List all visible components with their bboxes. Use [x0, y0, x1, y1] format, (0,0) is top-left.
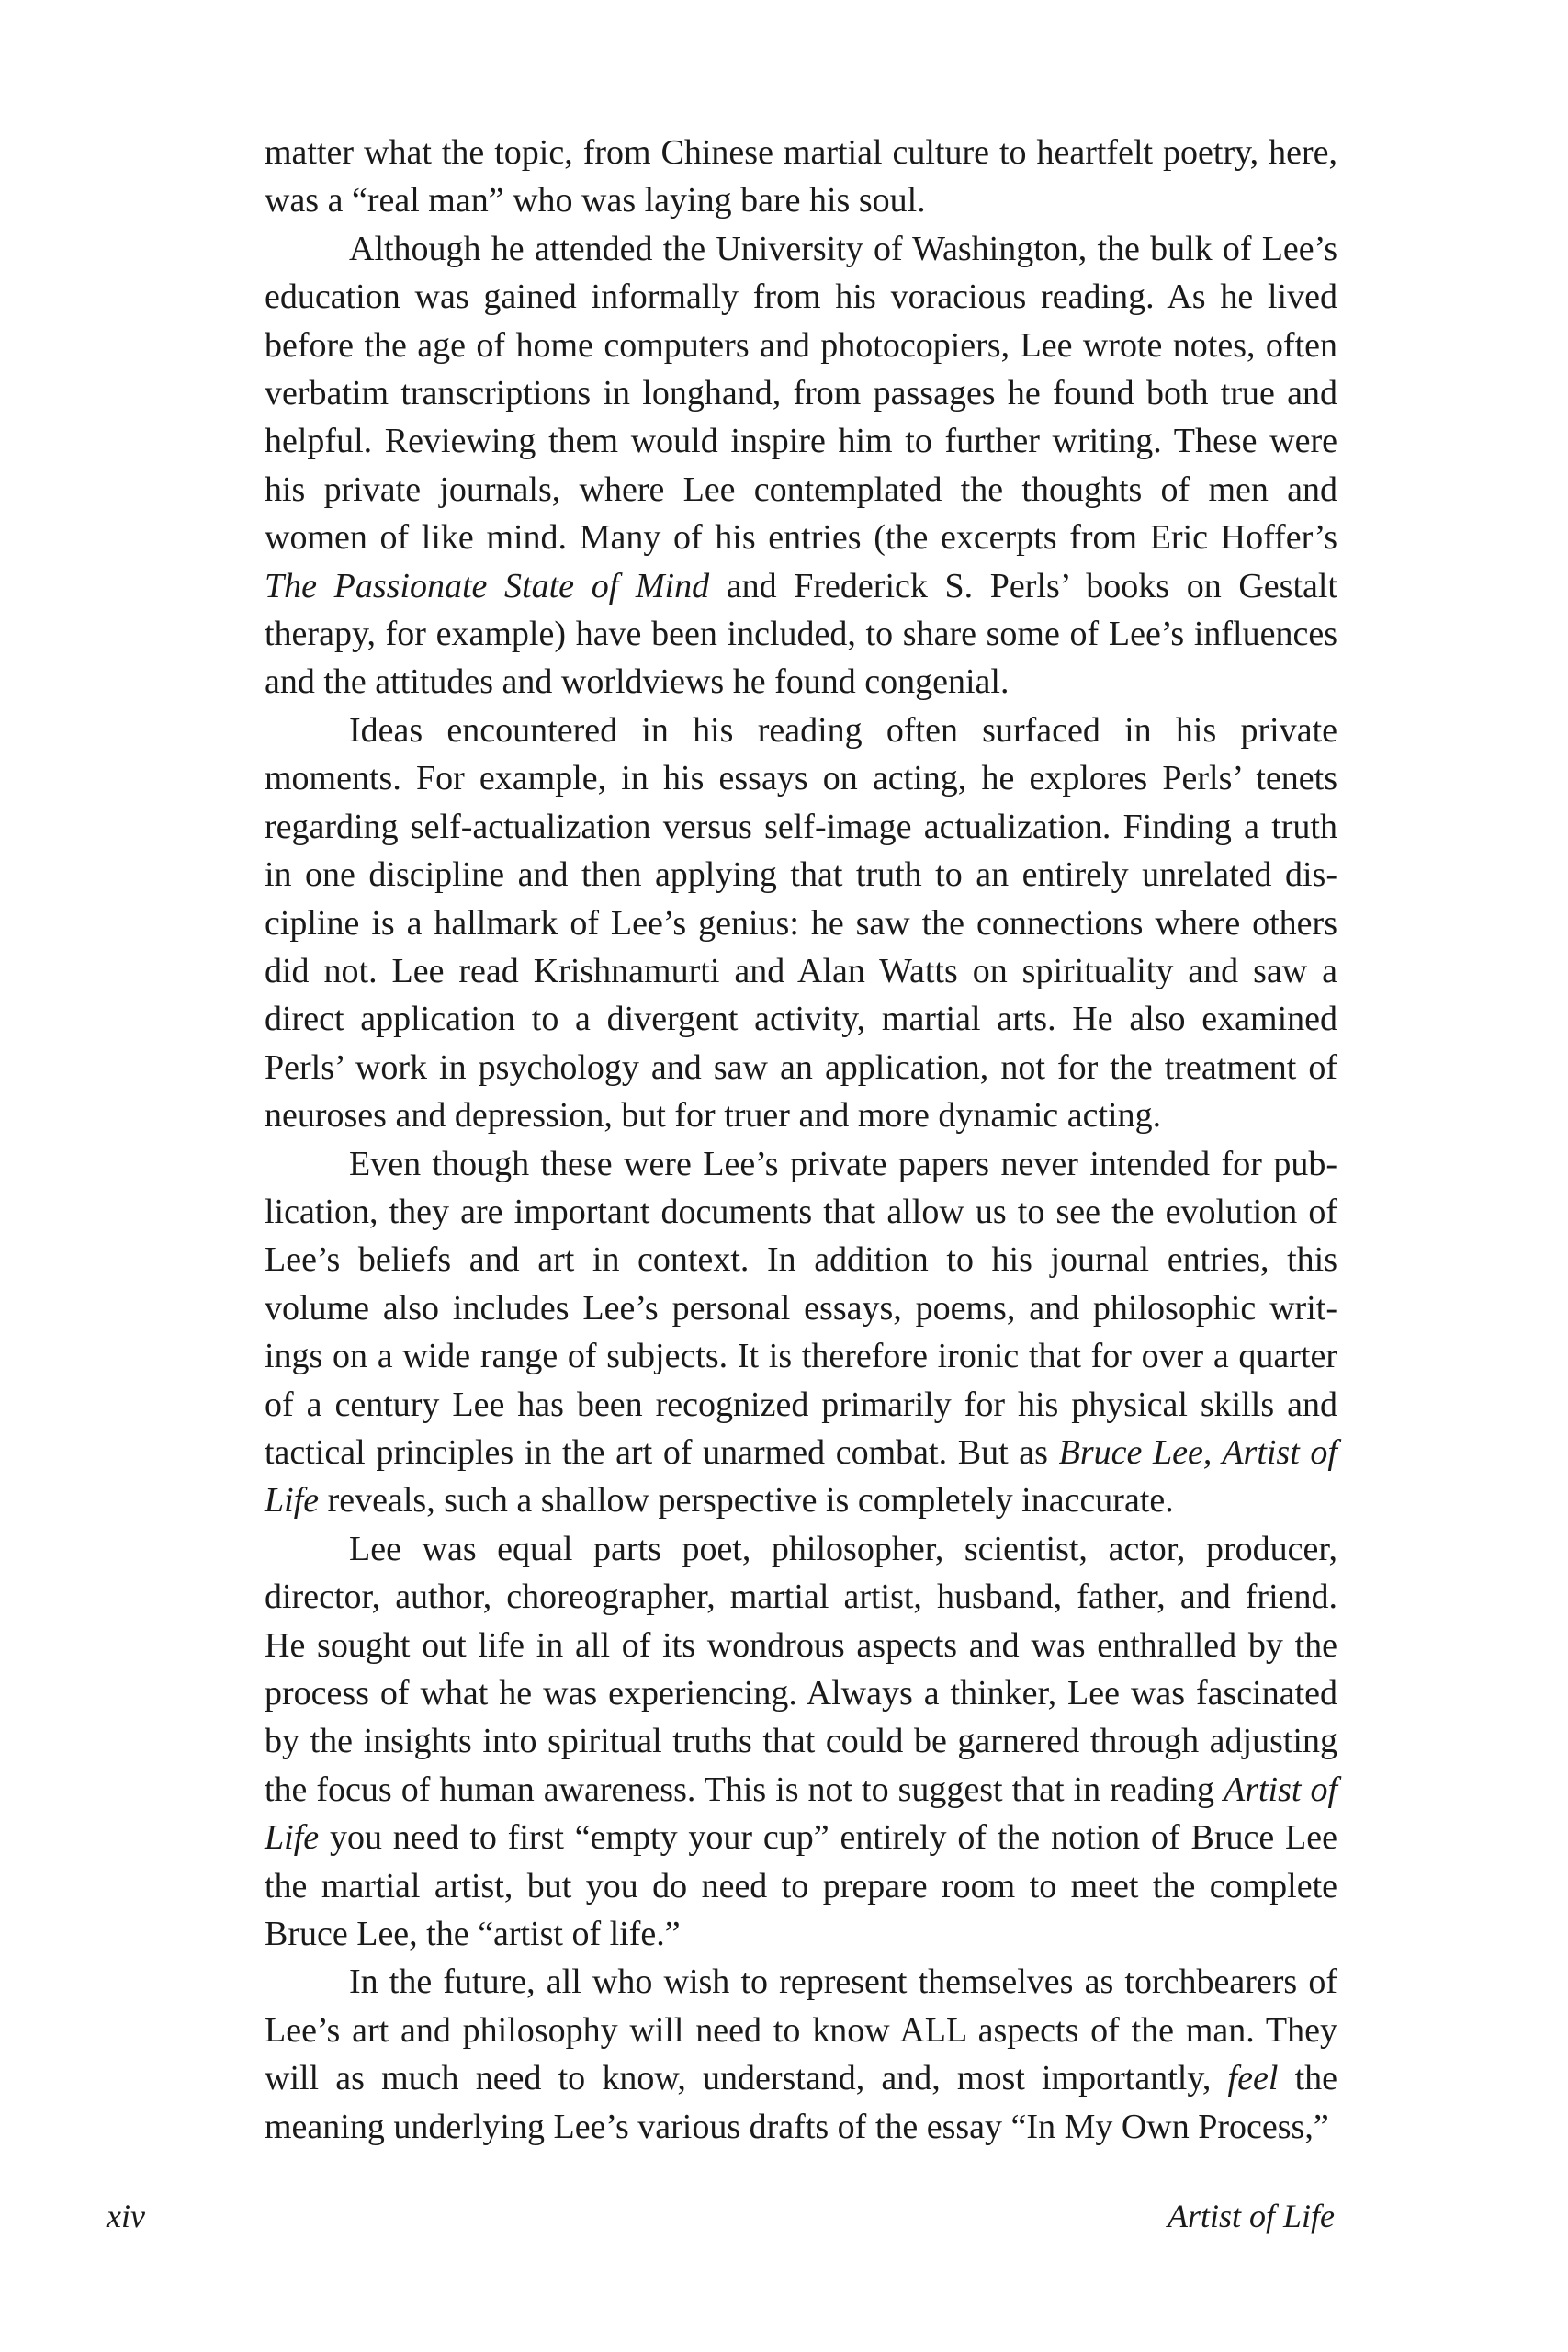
body-text: [265, 129, 1337, 2151]
paragraph-4: [265, 1140, 1337, 1525]
paragraph-5-text-b: you need to first “empty your cup” entirely of the notion of Bruce Lee the martial artist, but you do need to prepare room to meet the complete Bruce Lee, the “artist of life.”: [265, 1818, 1337, 1954]
paragraph-2: [265, 225, 1337, 707]
paragraph-1-text: matter what the topic, from Chinese martial culture to heartfelt poetry, here, was a “real man” who was laying bare his soul.: [265, 133, 1337, 220]
paragraph-6: [265, 1958, 1337, 2151]
paragraph-2-text-a: Although he attended the University of Washington, the bulk of Lee’s education was gained informally from his voracious reading. As he lived before the age of home computers and photocopiers, Lee wrote notes, often verbatim transcriptions in longhand, from passages he found both true and helpful. Reviewing them would inspire him to further writing. These were his private journals, where Lee contemplated the thoughts of men and women of like mind. Many of his entries (the excerpts from Eric Hoffer’s: [265, 229, 1337, 558]
paragraph-3-text: Ideas encountered in his reading often surfaced in his private moments. For example, in his essays on acting, he explores Perls’ tenets regarding self-actualization versus self-image actualization. Finding a truth in one discipline and then applying that truth to an entirely unrelated discipline is a hallmark of Lee’s genius: he saw the connections where others did not. Lee read Krishnamurti and Alan Watts on spirituality and saw a direct application to a divergent activity, martial arts. He also examined Perls’ work in psychology and saw an application, not for the treatment of neuroses and depression, but for truer and more dynamic acting.: [265, 710, 1337, 1136]
paragraph-4-text-b: reveals, such a shallow perspective is completely inaccurate.: [319, 1481, 1174, 1521]
paragraph-6-text-a: In the future, all who wish to represent themselves as torchbearers of Lee’s art and philosophy will need to know ALL aspects of the man. They will as much need to know, understand, and, most importantly,: [265, 1962, 1337, 2098]
emphasis-feel: feel: [1227, 2059, 1279, 2098]
book-title-artist-of-life: Bruce Lee, Artist of Life: [265, 1432, 1337, 1521]
paragraph-2-text-b: and Frederick S. Perls’ books on Gestalt therapy, for example) have been included, to share some of Lee’s influences and the attitudes and worldviews he found congenial.: [265, 566, 1337, 702]
book-title-short: Artist of Life: [265, 1770, 1337, 1858]
running-title: Artist of Life: [1167, 2198, 1335, 2234]
paragraph-5-text-a: Lee was equal parts poet, philosopher, scientist, actor, producer, director, author, choreographer, martial artist, husband, father, and friend. He sought out life in all of its wondrous aspects and was enthralled by the process of what he was experiencing. Always a thinker, Lee was fascinated by the insights into spiritual truths that could be garnered through adjusting the focus of human awareness. This is not to suggest that in reading: [265, 1529, 1337, 1809]
paragraph-6-text-b: the meaning underlying Lee’s various drafts of the essay “In My Own Process,”: [265, 2059, 1337, 2146]
paragraph-5: [265, 1525, 1337, 1959]
page-number: xiv: [107, 2198, 145, 2234]
paragraph-1: [265, 129, 1337, 225]
book-title-passionate-state: The Passionate State of Mind: [265, 566, 710, 605]
paragraph-4-text-a: Even though these were Lee’s private papers never intended for publication, they are important documents that allow us to see the evolution of Lee’s beliefs and art in context. In addition to his journal entries, this volume also includes Lee’s personal essays, poems, and philosophic writings on a wide range of subjects. It is therefore ironic that for over a quarter of a century Lee has been recognized primarily for his physical skills and tactical principles in the art of unarmed combat. But as: [265, 1144, 1337, 1472]
paragraph-3: [265, 707, 1337, 1140]
